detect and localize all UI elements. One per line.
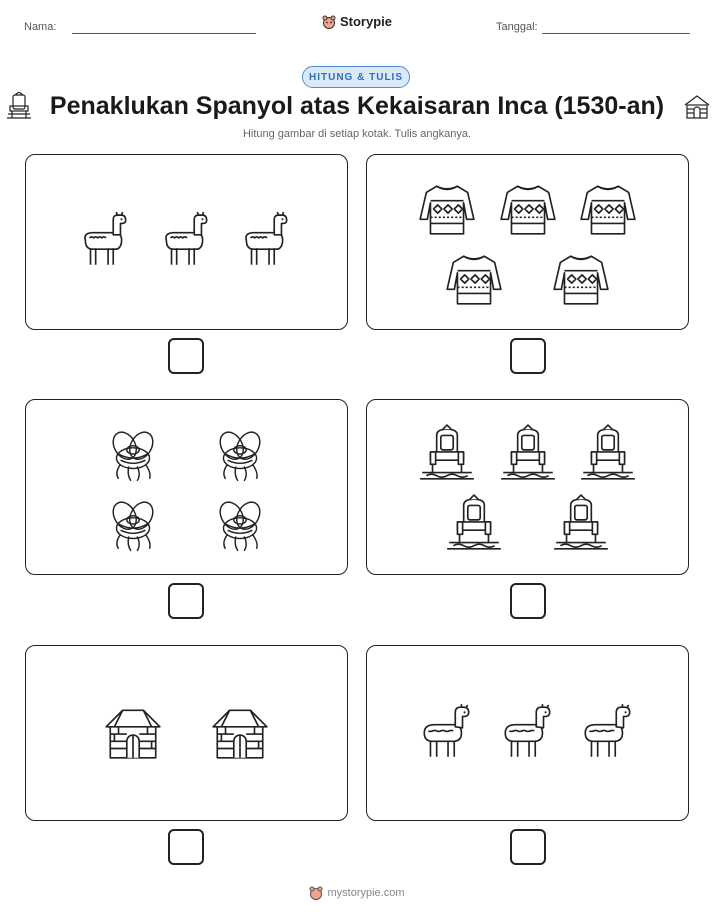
count-panel-1 [25,154,348,330]
name-line[interactable] [72,33,256,34]
storypie-mascot-icon [309,886,323,900]
page-title: Penaklukan Spanyol atas Kekaisaran Inca (1530-an) [49,92,665,120]
date-label: Tanggal: [496,21,538,33]
date-line[interactable] [542,33,690,34]
answer-box-2[interactable] [510,338,546,374]
answer-box-3[interactable] [168,583,204,619]
count-panel-4 [366,399,689,575]
count-panel-5 [25,645,348,821]
brand-logo [0,14,714,29]
count-panel-2 [366,154,689,330]
footer [0,886,714,900]
answer-box-4[interactable] [510,583,546,619]
count-panel-3 [25,399,348,575]
answer-box-5[interactable] [168,829,204,865]
instructions: Hitung gambar di setiap kotak. Tulis angkanya. [242,128,472,140]
storypie-mascot-icon [322,15,336,29]
count-panel-6 [366,645,689,821]
answer-box-6[interactable] [510,829,546,865]
name-label: Nama: [24,21,57,33]
footer-url: mystorypie.com [327,887,405,899]
activity-badge: HITUNG & TULIS [302,66,410,88]
answer-box-1[interactable] [168,338,204,374]
brand-name: Storypie [339,14,392,29]
